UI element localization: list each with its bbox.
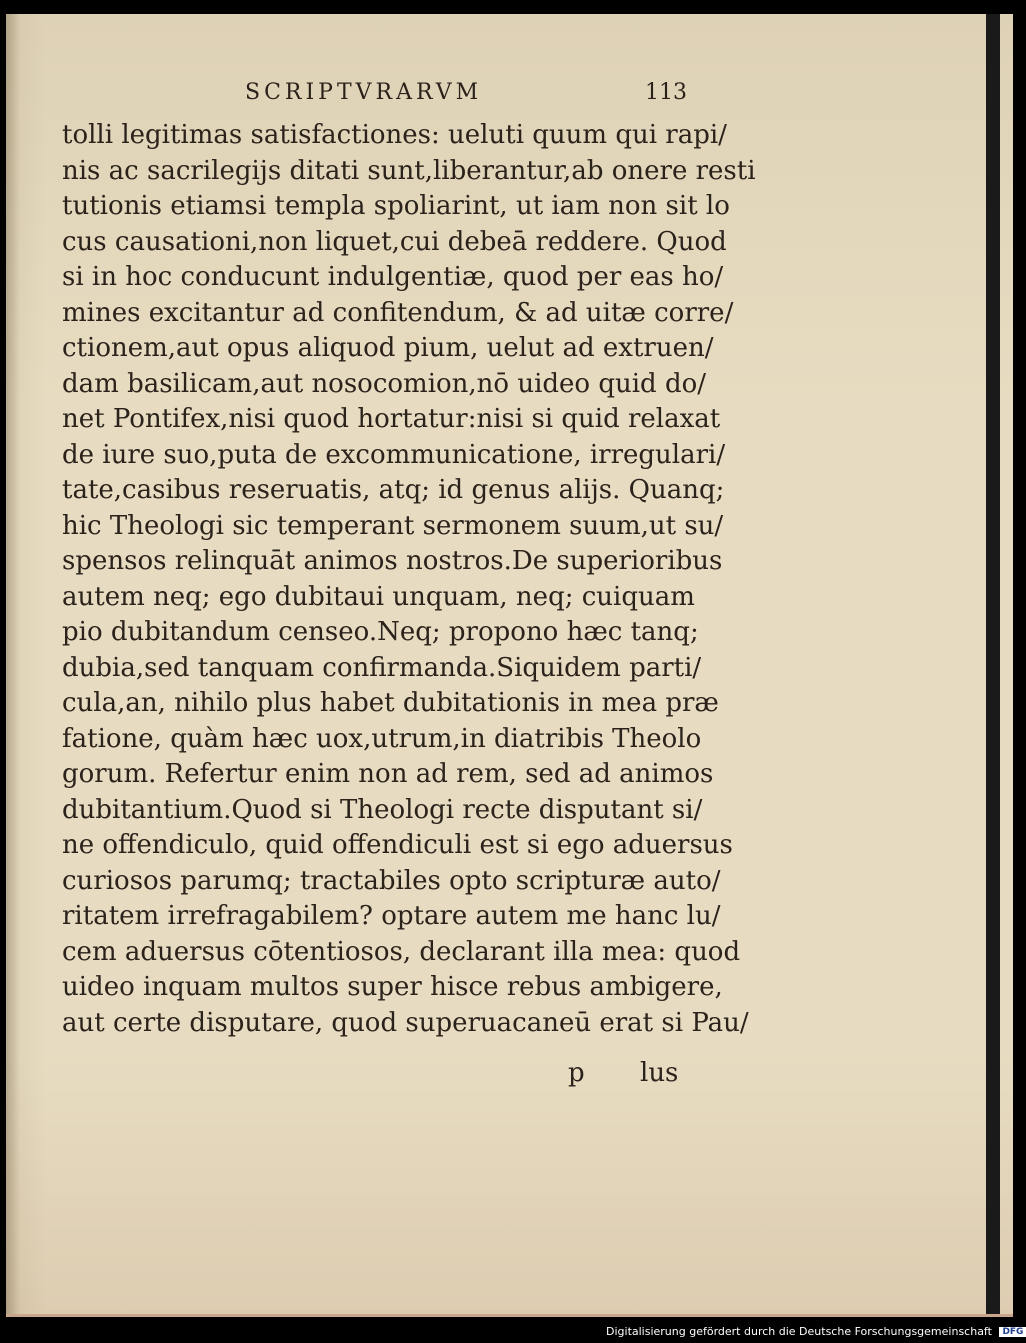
running-head: SCRIPTVRARVM (245, 80, 483, 105)
text-line: ctionem,aut opus aliquod pium, uelut ad extruen/ (62, 333, 714, 363)
text-line: tutionis etiamsi templa spoliarint, ut iam non sit lo (62, 191, 730, 221)
text-line: ritatem irrefragabilem? optare autem me hanc lu/ (62, 901, 721, 931)
text-line: uideo inquam multos super hisce rebus ambigere, (62, 972, 723, 1002)
body-text (62, 118, 756, 1041)
credit-text: Digitalisierung gefördert durch die Deutsche Forschungsgemeinschaft (606, 1325, 992, 1338)
text-line: net Pontifex,nisi quod hortatur:nisi si quid relaxat (62, 404, 721, 434)
text-line: fatione, quàm hæc uox,utrum,in diatribis Theolo (62, 723, 702, 754)
text-line: gorum. Refertur enim non ad rem, sed ad animos (62, 759, 714, 789)
digitization-credit (606, 1325, 1026, 1338)
text-line: dubia,sed tanquam confirmanda.Siquidem parti/ (62, 652, 702, 683)
text-line: mines excitantur ad confitendum, & ad uitæ corre/ (62, 297, 734, 328)
text-line: si in hoc conducunt indulgentiæ, quod per eas ho/ (62, 262, 724, 292)
text-line: aut certe disputare, quod superuacaneū erat si Pau/ (62, 1007, 749, 1038)
text-line: curiosos parumq; tractabiles opto scripturæ auto/ (62, 865, 721, 896)
text-line: cus causationi,non liquet,cui debeā reddere. Quod (62, 226, 727, 257)
text-line: dubitantium.Quod si Theologi recte disputant si/ (62, 794, 703, 825)
text-line: cula,an, nihilo plus habet dubitationis in mea præ (62, 688, 719, 718)
text-line: autem neq; ego dubitaui unquam, neq; cuiquam (62, 581, 695, 612)
text-line: tate,casibus reseruatis, atq; id genus alijs. Quanq; (62, 475, 725, 505)
dfg-logo: DFG (999, 1327, 1026, 1337)
text-line: nis ac sacrilegijs ditati sunt,liberantur,ab onere resti (62, 155, 756, 186)
text-line: cem aduersus cōtentiosos, declarant illa mea: quod (62, 936, 741, 967)
text-line: ne offendiculo, quid offendiculi est si ego aduersus (62, 830, 733, 860)
text-line: tolli legitimas satisfactiones: ueluti quum qui rapi/ (62, 120, 727, 150)
signature-mark: p (568, 1058, 585, 1088)
catchword: lus (640, 1058, 679, 1088)
text-line: dam basilicam,aut nosocomion,nō uideo quid do/ (62, 368, 707, 399)
text-line: hic Theologi sic temperant sermonem suum,ut su/ (62, 510, 724, 541)
page-edge-shadow (986, 14, 1000, 1314)
text-line: de iure suo,puta de excommunicatione, irregulari/ (62, 439, 726, 470)
text-line: spensos relinquāt animos nostros.De superioribus (62, 546, 723, 576)
page-number: 113 (645, 80, 687, 105)
text-line: pio dubitandum censeo.Neq; propono hæc tanq; (62, 617, 699, 647)
